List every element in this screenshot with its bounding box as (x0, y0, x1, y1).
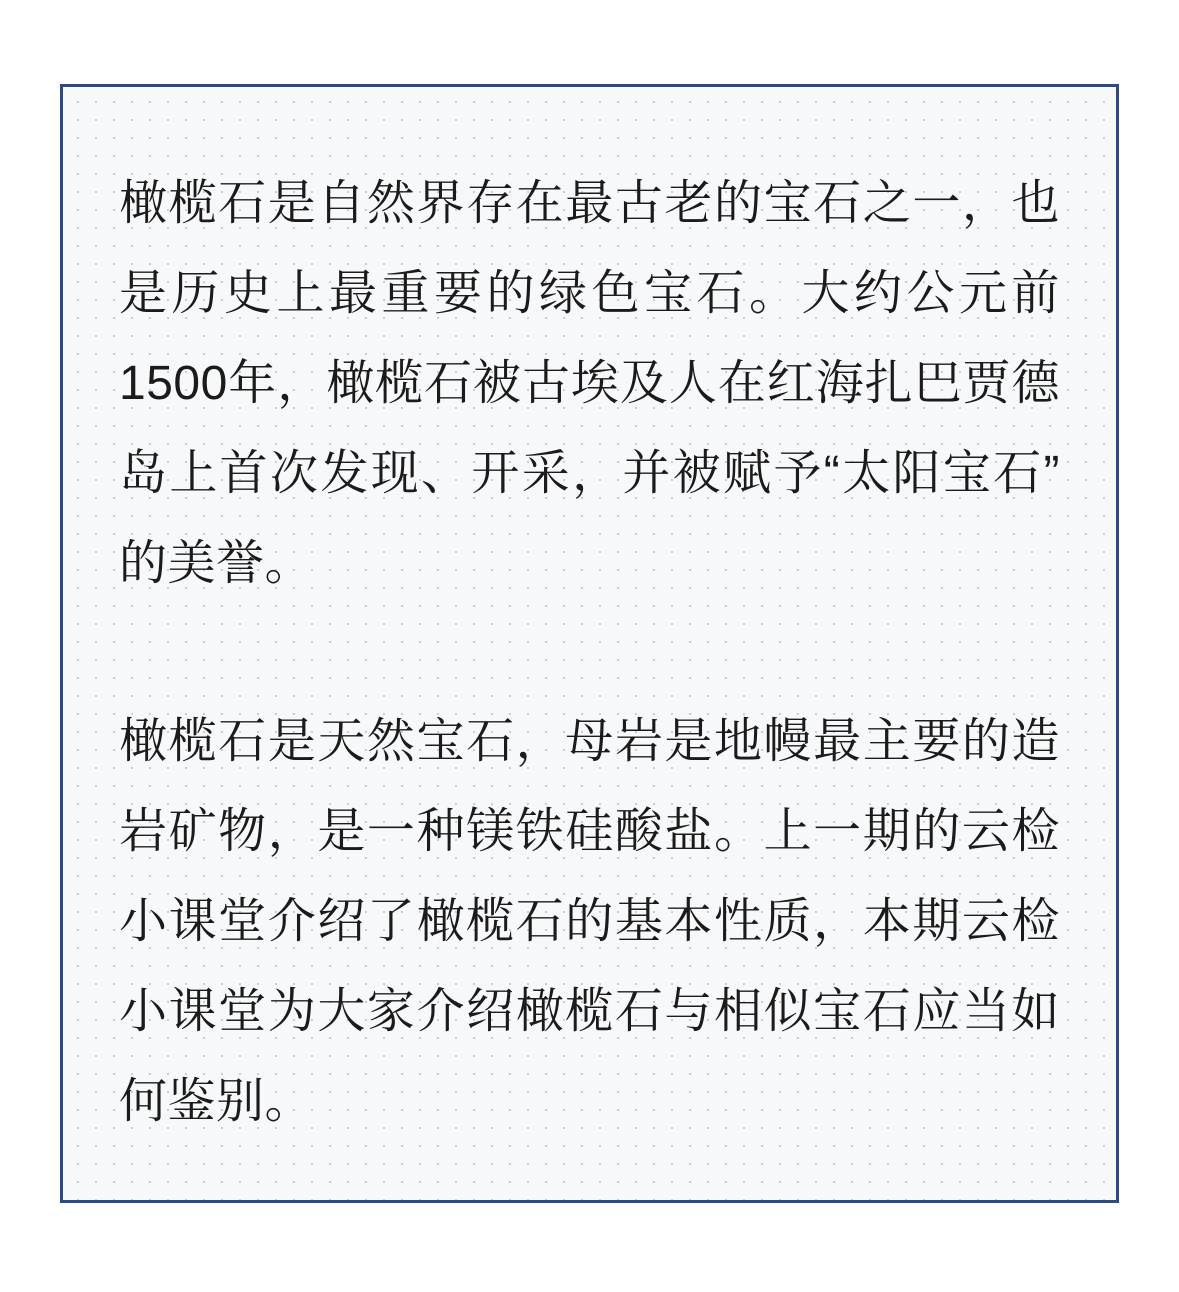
card-content (63, 87, 1116, 1200)
paragraph-2: 橄榄石是天然宝石，母岩是地幔最主要的造岩矿物，是一种镁铁硅酸盐。上一期的云检小课堂介绍了橄榄石的基本性质，本期云检小课堂为大家介绍橄榄石与相似宝石应当如何鉴别。 (119, 715, 1060, 1128)
paragraph-1: 橄榄石是自然界存在最古老的宝石之一，也是历史上最重要的绿色宝石。大约公元前1500年，橄榄石被古埃及人在红海扎巴贾德岛上首次发现、开采，并被赋予“太阳宝石”的美誉。 (119, 177, 1060, 590)
text-card (60, 84, 1119, 1203)
